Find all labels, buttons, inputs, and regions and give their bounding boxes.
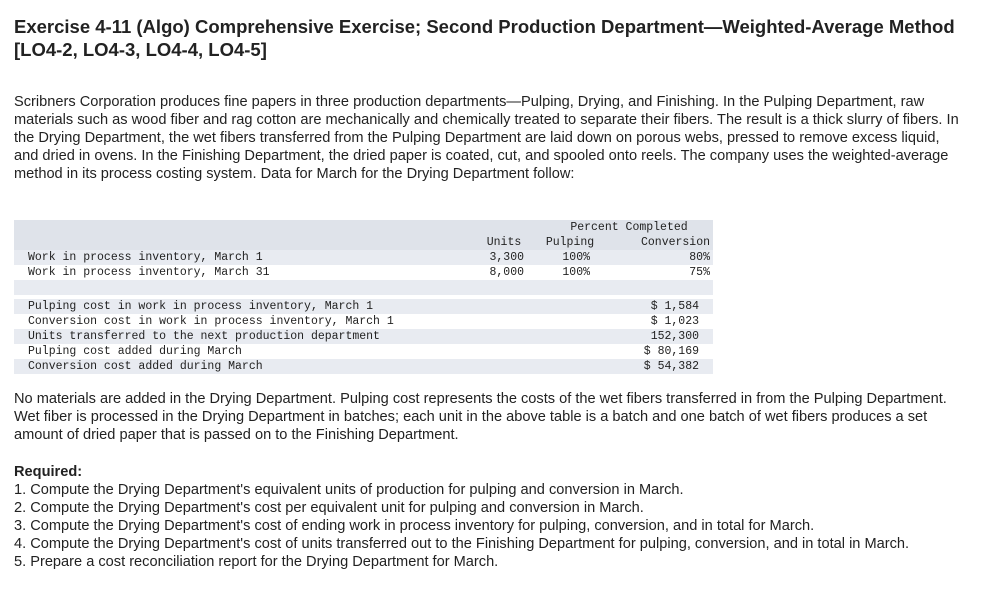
header-units: Units [486, 236, 522, 249]
row-pulping: 100% [562, 266, 590, 279]
required-item-5: 5. Prepare a cost reconciliation report for the Drying Department for March. [14, 554, 499, 570]
required-item-4: 4. Compute the Drying Department's cost of units transferred out to the Finishing Department for pulping, conversion, and in total in March. [14, 536, 910, 552]
required-item-1: 1. Compute the Drying Department's equivalent units of production for pulping and conversion in March. [14, 482, 684, 498]
note-paragraph: No materials are added in the Drying Department. Pulping cost represents the costs of the wet fibers transferred in from the Pulping Department. Wet fiber is processed in the Drying Department in batches; each unit in the above table is a batch and one batch of wet fibers produces a set amount of dried paper that is passed on to the Finishing Department. [14, 391, 947, 443]
row-value: $ 54,382 [643, 360, 699, 373]
table-row [14, 359, 713, 374]
row-value: $ 1,023 [650, 315, 699, 328]
table-spacer-row [14, 280, 713, 295]
header-conversion: Conversion [640, 236, 710, 249]
row-value: $ 1,584 [650, 300, 699, 313]
required-item-3: 3. Compute the Drying Department's cost of ending work in process inventory for pulping, conversion, and in total for March. [14, 518, 815, 534]
table-row [14, 329, 713, 344]
header-pulping: Pulping [545, 236, 595, 249]
required-heading: Required: [14, 464, 83, 480]
row-label: Units transferred to the next production department [28, 330, 380, 343]
table-row [14, 299, 713, 314]
row-label: Work in process inventory, March 1 [28, 251, 263, 264]
row-label: Work in process inventory, March 31 [28, 266, 270, 279]
header-percent-completed: Percent Completed [547, 220, 711, 236]
exercise-title: Exercise 4-11 (Algo) Comprehensive Exercise; Second Production Department—Weighted-Average Method [LO4-2, LO4-3, LO4-4, LO4-5] [14, 16, 955, 60]
table-header-row-2 [14, 235, 713, 250]
data-table [14, 220, 713, 380]
row-units: 8,000 [489, 266, 524, 279]
row-conversion: 75% [689, 266, 710, 279]
table-row [14, 344, 713, 359]
row-label: Pulping cost added during March [28, 345, 242, 358]
row-label: Conversion cost in work in process inventory, March 1 [28, 315, 394, 328]
required-item-2: 2. Compute the Drying Department's cost per equivalent unit for pulping and conversion in March. [14, 500, 644, 516]
table-header-row-1 [14, 220, 713, 235]
required-section [14, 463, 964, 571]
row-value: $ 80,169 [643, 345, 699, 358]
row-value: 152,300 [650, 330, 699, 343]
row-units: 3,300 [489, 251, 524, 264]
table-row [14, 314, 713, 329]
table-row [14, 250, 713, 265]
row-conversion: 80% [689, 251, 710, 264]
row-label: Pulping cost in work in process inventory, March 1 [28, 300, 374, 313]
table-row [14, 265, 713, 280]
intro-paragraph: Scribners Corporation produces fine papers in three production departments—Pulping, Drying, and Finishing. In the Pulping Department, raw materials such as wood fiber and rag cotton are mechanically and chemically treated to separate their fibers. The result is a thick slurry of fibers. In the Drying Department, the wet fibers transferred from the Pulping Department are laid down on porous webs, pressed to remove excess liquid, and dried in ovens. In the Finishing Department, the dried paper is coated, cut, and spooled onto reels. The company uses the weighted-average method in its process costing system. Data for March for the Drying Department follow: [14, 94, 959, 182]
row-label: Conversion cost added during March [28, 360, 263, 373]
row-pulping: 100% [562, 251, 590, 264]
